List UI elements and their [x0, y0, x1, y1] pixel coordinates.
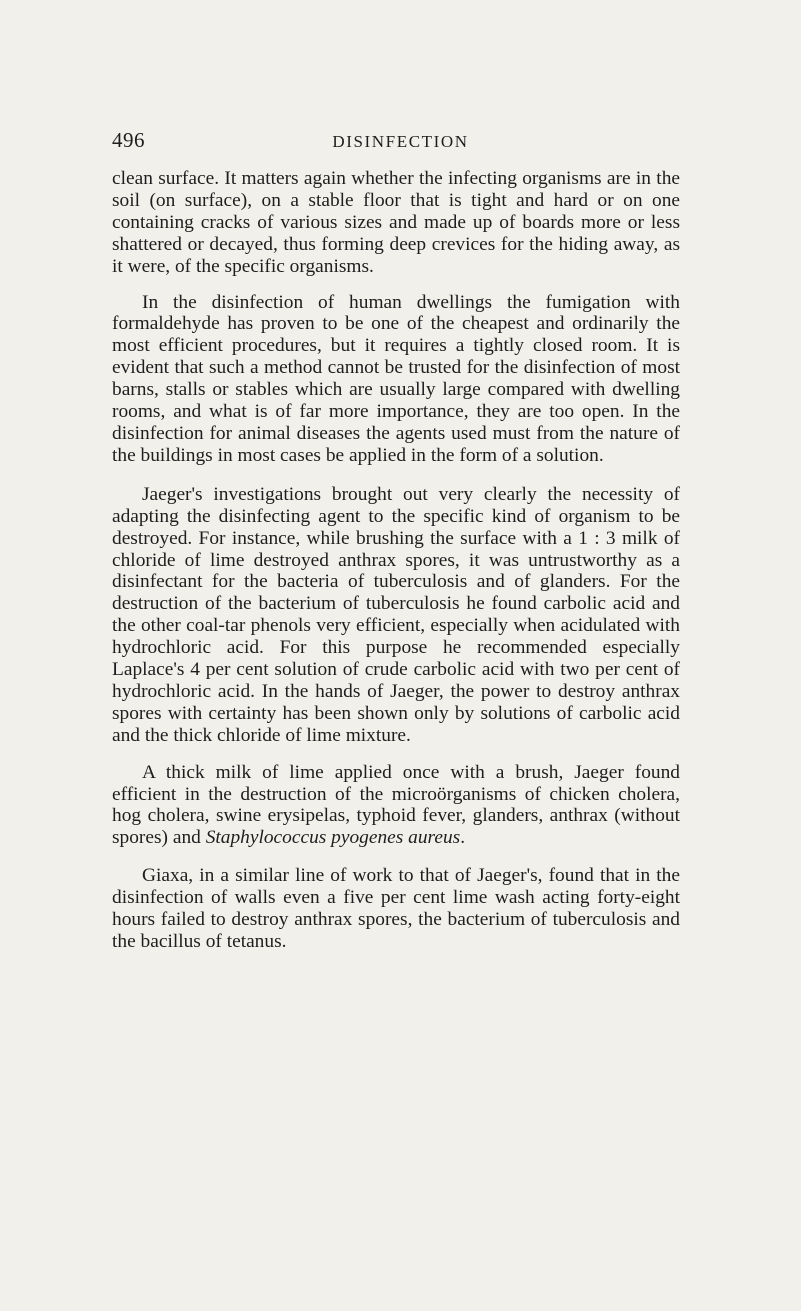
paragraph-4: [112, 762, 680, 850]
paragraph-3: Jaeger's investigations brought out very clearly the necessity of adapting the disinfecting agent to the specific kind of organism to be destroyed. For instance, while brushing the surface with a 1 : 3 milk of chloride of lime destroyed anthrax spores, it was untrustworthy as a disinfectant for the bacteria of tuberculosis and of glanders. For the destruction of the bacterium of tuberculosis he found carbolic acid and the other coal-tar phenols very efficient, especially when acidulated with hydrochloric acid. For this purpose he recommended especially Laplace's 4 per cent solution of crude carbolic acid with two per cent of hydrochloric acid. In the hands of Jaeger, the power to destroy anthrax spores with certainty has been shown only by solutions of carbolic acid and the thick chloride of lime mixture.: [112, 483, 680, 746]
body-text: [112, 168, 680, 953]
paragraph-4-text: A thick milk of lime applied once with a brush, Jaeger found efficient in the destruction of the microörganisms of chicken cholera, hog cholera, swine erysipelas, typhoid fever, glanders, anthrax (without spores) and: [112, 761, 680, 849]
page-number: 496: [112, 128, 145, 152]
paragraph-2: In the disinfection of human dwellings the fumigation with formaldehyde has proven to be one of the cheapest and ordinarily the most efficient procedures, but it requires a tightly closed room. It is evident that such a method cannot be trusted for the disinfection of most barns, stalls or stables which are usually large compared with dwelling rooms, and what is of far more importance, they are too open. In the disinfection for animal diseases the agents used must from the nature of the buildings in most cases be applied in the form of a solution.: [112, 291, 680, 466]
paragraph-5: Giaxa, in a similar line of work to that of Jaeger's, found that in the disinfection of walls even a five per cent lime wash acting forty-eight hours failed to destroy anthrax spores, the bacterium of tuberculosis and the bacillus of tetanus.: [112, 865, 680, 952]
paragraph-4-end: .: [460, 827, 466, 849]
paragraph-1: clean surface. It matters again whether the infecting organisms are in the soil (on surface), on a stable floor that is tight and hard or on one containing cracks of various sizes and made up of boards more or less shattered or decayed, thus forming deep crevices for the hiding away, as it were, of the specific organisms.: [112, 168, 680, 277]
running-head: DISINFECTION: [332, 132, 469, 151]
species-name: Staphylococcus pyogenes aureus: [205, 827, 461, 849]
